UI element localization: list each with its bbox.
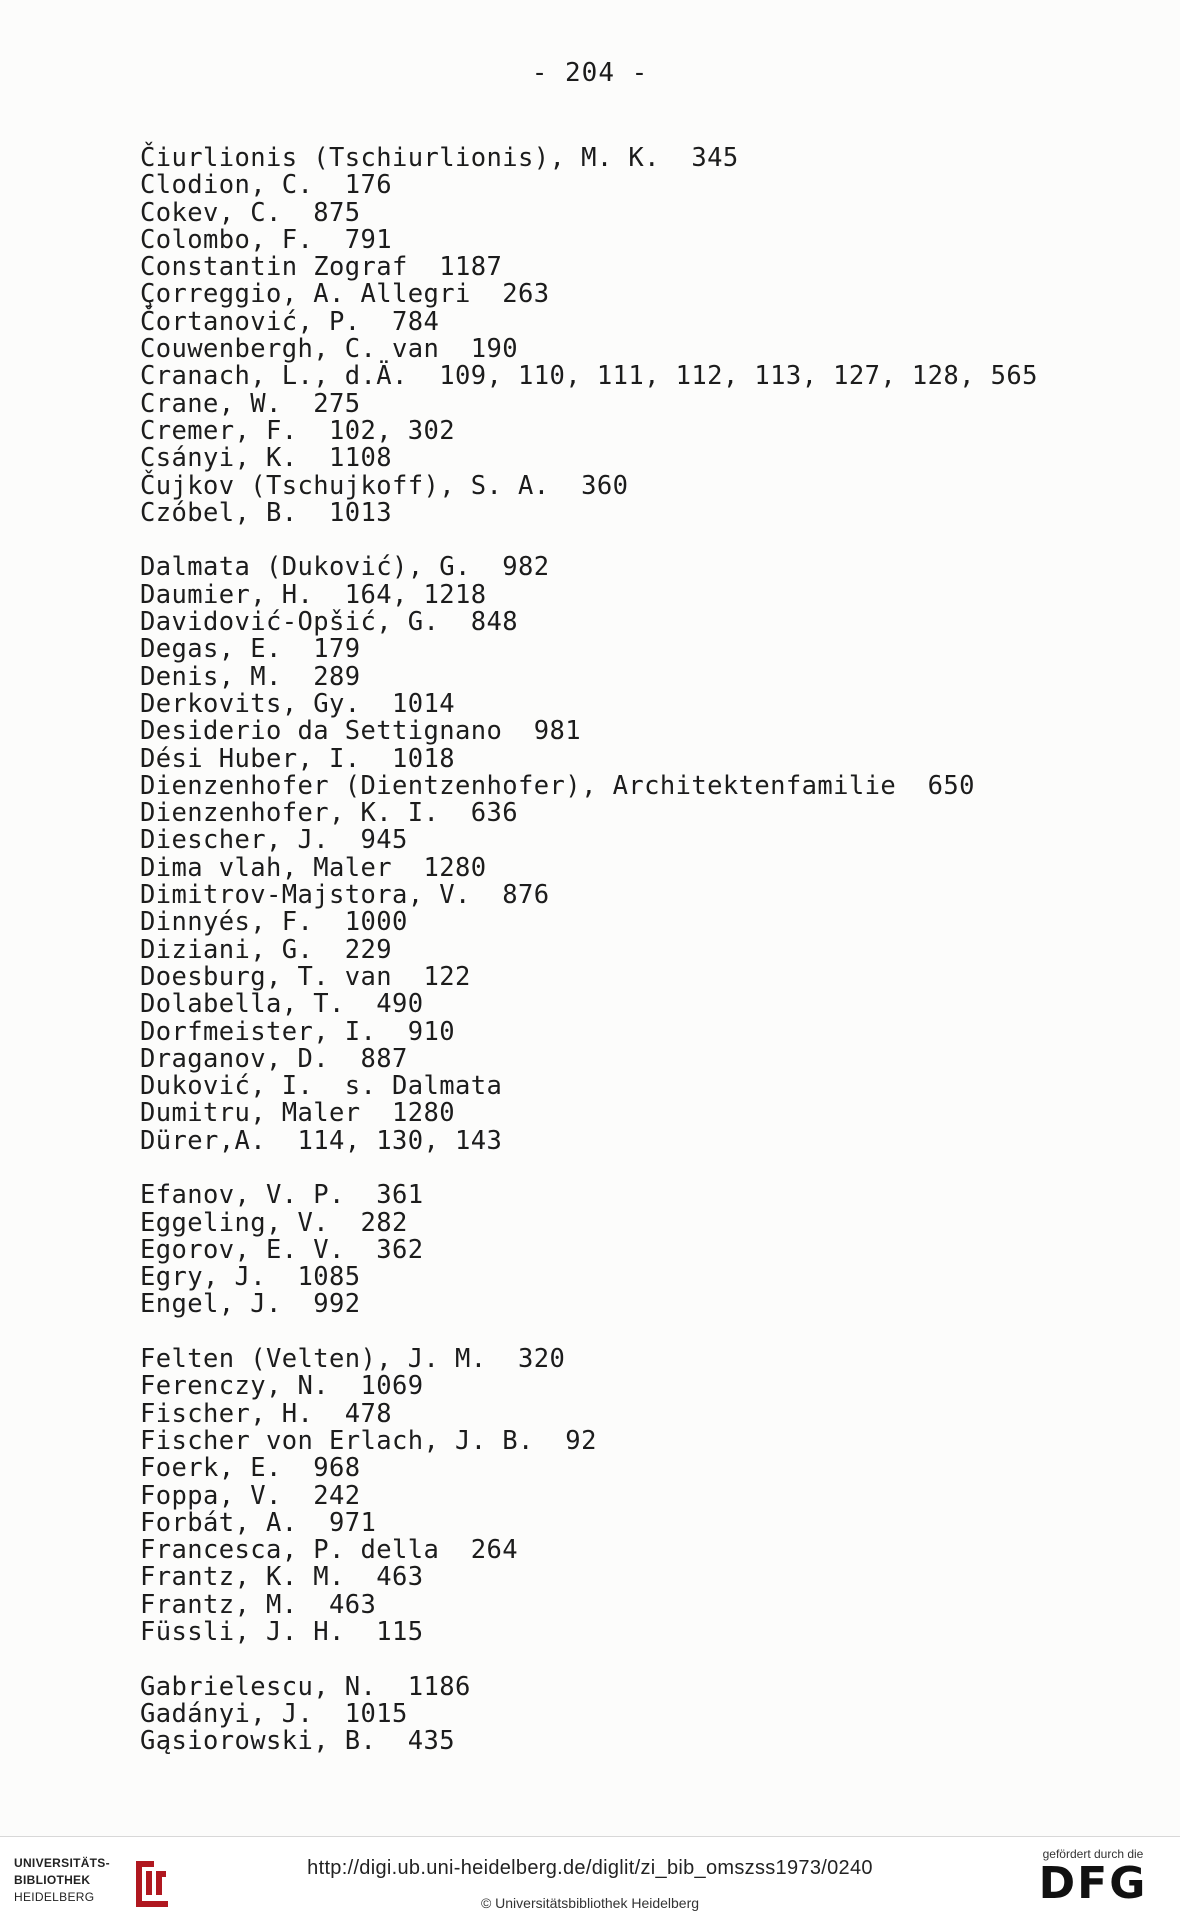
index-entry: Dalmata (Duković), G. 982: [140, 552, 550, 583]
index-entry: Čujkov (Tschujkoff), S. A. 360: [140, 470, 629, 501]
index-entry: Dorfmeister, I. 910: [140, 1016, 456, 1047]
page-number: - 204 -: [531, 58, 649, 88]
index-entry: Doesburg, T. van 122: [140, 961, 471, 992]
index-entry: Gąsiorowski, B. 435: [140, 1726, 456, 1757]
index-entry: Egorov, E. V. 362: [140, 1234, 424, 1265]
index-entry: Couwenbergh, C. van 190: [140, 334, 519, 365]
index-entry: Čiurlionis (Tschiurlionis), M. K. 345: [140, 143, 739, 173]
index-entry: Engel, J. 992: [140, 1289, 361, 1320]
index-entry: Eggeling, V. 282: [140, 1207, 408, 1238]
group-separator: [140, 1155, 1140, 1182]
copyright-notice: © Universitätsbibliothek Heidelberg: [480, 1895, 700, 1911]
index-entries: [140, 145, 1140, 1756]
viewer-footer: [0, 1836, 1180, 1924]
index-entry: Gabrielescu, N. 1186: [140, 1671, 471, 1702]
index-entry: Denis, M. 289: [140, 661, 361, 692]
index-entry: Degas, E. 179: [140, 634, 361, 665]
index-entry: Çorreggio, A. Allegri 263: [140, 279, 550, 310]
index-entry: Francesca, P. della 264: [140, 1535, 519, 1566]
index-entry: Derkovits, Gy. 1014: [140, 688, 456, 719]
dfg-funding-logo[interactable]: [1028, 1847, 1158, 1917]
permalink-url[interactable]: http://digi.ub.uni-heidelberg.de/diglit/zi_bib_omszss1973/0240: [307, 1857, 873, 1879]
index-entry: Desiderio da Settignano 981: [140, 716, 582, 747]
index-entry: Füssli, J. H. 115: [140, 1617, 424, 1648]
index-entry: Fischer, H. 478: [140, 1398, 393, 1429]
index-entry: Dürer,A. 114, 130, 143: [140, 1125, 503, 1156]
group-separator: [140, 1646, 1140, 1673]
index-entry: Fischer von Erlach, J. B. 92: [140, 1425, 597, 1456]
index-entry: Colombo, F. 791: [140, 224, 393, 255]
index-entry: Dumitru, Maler 1280: [140, 1098, 456, 1129]
index-entry: Egry, J. 1085: [140, 1262, 361, 1293]
index-entry: Dimitrov-Majstora, V. 876: [140, 880, 550, 911]
index-entry: Foerk, E. 968: [140, 1453, 361, 1484]
index-entry: Efanov, V. P. 361: [140, 1180, 424, 1211]
index-entry: Cokev, C. 875: [140, 197, 361, 228]
index-entry: Davidović-Opšić, G. 848: [140, 607, 519, 638]
index-entry: Dési Huber, I. 1018: [140, 743, 456, 774]
dfg-logo-icon: DFG: [1038, 1858, 1148, 1909]
index-entry: Diziani, G. 229: [140, 934, 393, 965]
index-entry: Foppa, V. 242: [140, 1480, 361, 1511]
index-entry: Dinnyés, F. 1000: [140, 907, 408, 938]
index-entry: Cremer, F. 102, 302: [140, 415, 456, 446]
index-entry: Ferenczy, N. 1069: [140, 1371, 424, 1402]
index-entry: Forbát, A. 971: [140, 1507, 377, 1538]
index-entry: Draganov, D. 887: [140, 1043, 408, 1074]
index-entry: Clodion, C. 176: [140, 170, 393, 201]
index-entry: Cranach, L., d.Ä. 109, 110, 111, 112, 113, 127, 128, 565: [140, 361, 1038, 392]
index-entry: Czóbel, B. 1013: [140, 497, 393, 528]
index-entry: Daumier, H. 164, 1218: [140, 579, 487, 610]
index-entry: Diescher, J. 945: [140, 825, 408, 856]
index-entry: Felten (Velten), J. M. 320: [140, 1344, 566, 1375]
index-entry: Duković, I. s. Dalmata: [140, 1071, 503, 1102]
dfg-label: gefördert durch die: [1042, 1847, 1144, 1861]
index-entry: Čortanović, P. 784: [140, 306, 440, 337]
index-entry: Frantz, K. M. 463: [140, 1562, 424, 1593]
index-entry: Constantin Zograf 1187: [140, 252, 503, 283]
library-name-line2: BIBLIOTHEK: [14, 1873, 91, 1887]
index-entry: Dima vlah, Maler 1280: [140, 852, 487, 883]
index-entry: Crane, W. 275: [140, 388, 361, 419]
index-entry: Dienzenhofer, K. I. 636: [140, 798, 519, 829]
index-entry: Frantz, M. 463: [140, 1589, 377, 1620]
group-separator: [140, 527, 1140, 554]
library-name-line3: HEIDELBERG: [14, 1890, 95, 1904]
library-name-line1: UNIVERSITÄTS-: [14, 1856, 110, 1870]
group-separator: [140, 1319, 1140, 1346]
index-entry: Dienzenhofer (Dientzenhofer), Architektenfamilie 650: [140, 770, 975, 801]
index-entry: Csányi, K. 1108: [140, 443, 393, 474]
index-entry: Dolabella, T. 490: [140, 989, 424, 1020]
index-entry: Gadányi, J. 1015: [140, 1698, 408, 1729]
